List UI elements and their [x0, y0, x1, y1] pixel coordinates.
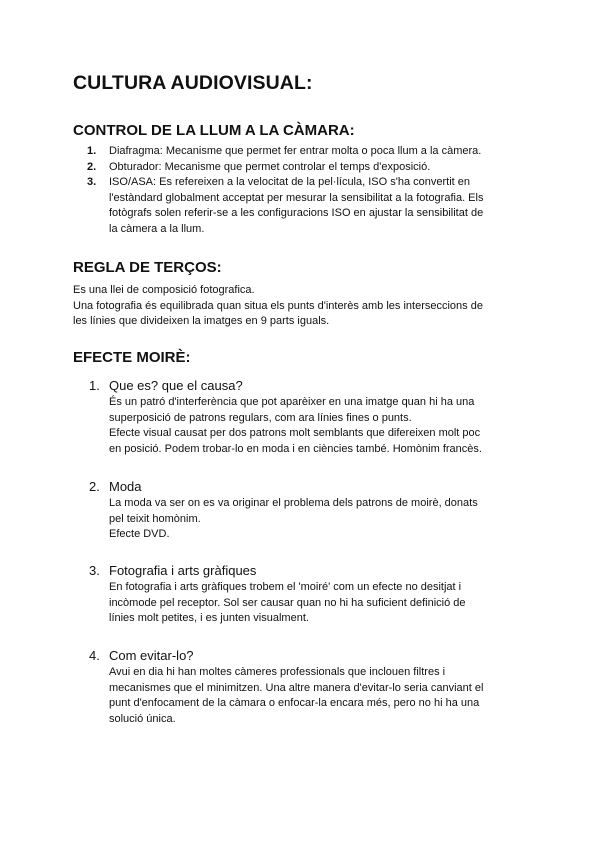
- list-item: [73, 144, 533, 160]
- list-item: [73, 175, 533, 237]
- moire-item-header: [73, 563, 533, 579]
- section-heading-moire: EFECTE MOIRÈ:: [73, 349, 191, 366]
- list-text: la càmera a la llum.: [109, 222, 205, 235]
- camera-light-list: [73, 144, 533, 237]
- list-text: Diafragma: Mecanisme que permet fer entrar molta o poca llum a la càmera.: [109, 145, 482, 157]
- moire-item-title: Moda: [109, 479, 142, 494]
- description-line: en posició. Podem trobar-lo en moda i en ciències també. Homònim francès.: [109, 442, 482, 455]
- moire-item: [73, 378, 533, 457]
- description-line: Efecte DVD.: [109, 528, 170, 540]
- description-line: En fotografia i arts gràfiques trobem el 'moiré' com un efecte no desitjat i: [109, 581, 462, 593]
- list-text: Obturador: Mecanisme que permet controlar el temps d'exposició.: [109, 160, 431, 173]
- section-heading-rule-of-thirds: REGLA DE TERÇOS:: [73, 259, 222, 276]
- paragraph-line: Es una llei de composició fotografica.: [73, 284, 255, 296]
- list-number: 3.: [87, 176, 97, 188]
- paragraph-line: les línies que divideixen la imatges en 9 parts iguals.: [73, 315, 330, 327]
- paragraph-line: Una fotografia és equilibrada quan situa els punts d'interès amb les interseccions de: [73, 299, 483, 312]
- description-line: solució única.: [109, 712, 176, 725]
- rule-of-thirds-paragraph: [73, 283, 533, 330]
- section-heading-camera-light: CONTROL DE LA LLUM A LA CÀMARA:: [73, 122, 355, 139]
- list-number: 1.: [87, 145, 97, 157]
- list-number: 1.: [89, 378, 100, 393]
- moire-item-header: [73, 648, 533, 664]
- list-number: 4.: [89, 648, 100, 663]
- list-text: fotògrafs solen referir-se a les configuracions ISO en ajustar la sensibilitat de: [109, 207, 484, 219]
- moire-item-title: Que es? que el causa?: [109, 378, 243, 393]
- description-line: línies molt petites, i es junten visualment.: [109, 612, 309, 624]
- description-line: incòmode pel receptor. Sol ser causar quan no hi ha suficient definició de: [109, 596, 466, 609]
- moire-item-header: [73, 378, 533, 394]
- description-line: Avui en dia hi han moltes càmeres professionals que inclouen filtres i: [109, 666, 446, 678]
- moire-item: [73, 479, 533, 543]
- moire-item-description: [73, 395, 533, 457]
- moire-item: [73, 563, 533, 627]
- moire-item-description: [73, 580, 533, 627]
- page-title: CULTURA AUDIOVISUAL:: [73, 72, 313, 94]
- moire-item-title: Com evitar-lo?: [109, 648, 194, 663]
- list-number: 3.: [89, 563, 100, 578]
- description-line: Efecte visual causat per dos patrons molt semblants que difereixen molt poc: [109, 427, 481, 439]
- moire-item-description: [73, 496, 533, 543]
- list-text: ISO/ASA: Es refereixen a la velocitat de la pel·lícula, ISO s'ha convertit en: [109, 176, 470, 188]
- moire-item: [73, 648, 533, 727]
- list-number: 2.: [89, 479, 100, 494]
- list-number: 2.: [87, 160, 97, 173]
- description-line: És un patró d'interferència que pot aparèixer en una imatge quan hi ha una: [109, 396, 475, 408]
- description-line: punt d'enfocament de la càmara o enfocar-la encara més, pero no hi ha una: [109, 697, 480, 709]
- description-line: superposició de patrons regulars, com ara línies fines o punts.: [109, 411, 412, 424]
- list-text: l'estàndard globalment acceptat per mesurar la sensibilitat a la fotografia. Els: [109, 191, 484, 204]
- moire-item-title: Fotografia i arts gràfiques: [109, 563, 257, 578]
- description-line: mecanismes que el minimitzen. Una altre manera d'evitar-lo seria canviant el: [109, 681, 484, 694]
- description-line: pel teixit homònim.: [109, 512, 201, 525]
- list-item: [73, 160, 533, 176]
- moire-item-header: [73, 479, 533, 495]
- moire-item-description: [73, 665, 533, 727]
- description-line: La moda va ser on es va originar el problema dels patrons de moirè, donats: [109, 497, 478, 509]
